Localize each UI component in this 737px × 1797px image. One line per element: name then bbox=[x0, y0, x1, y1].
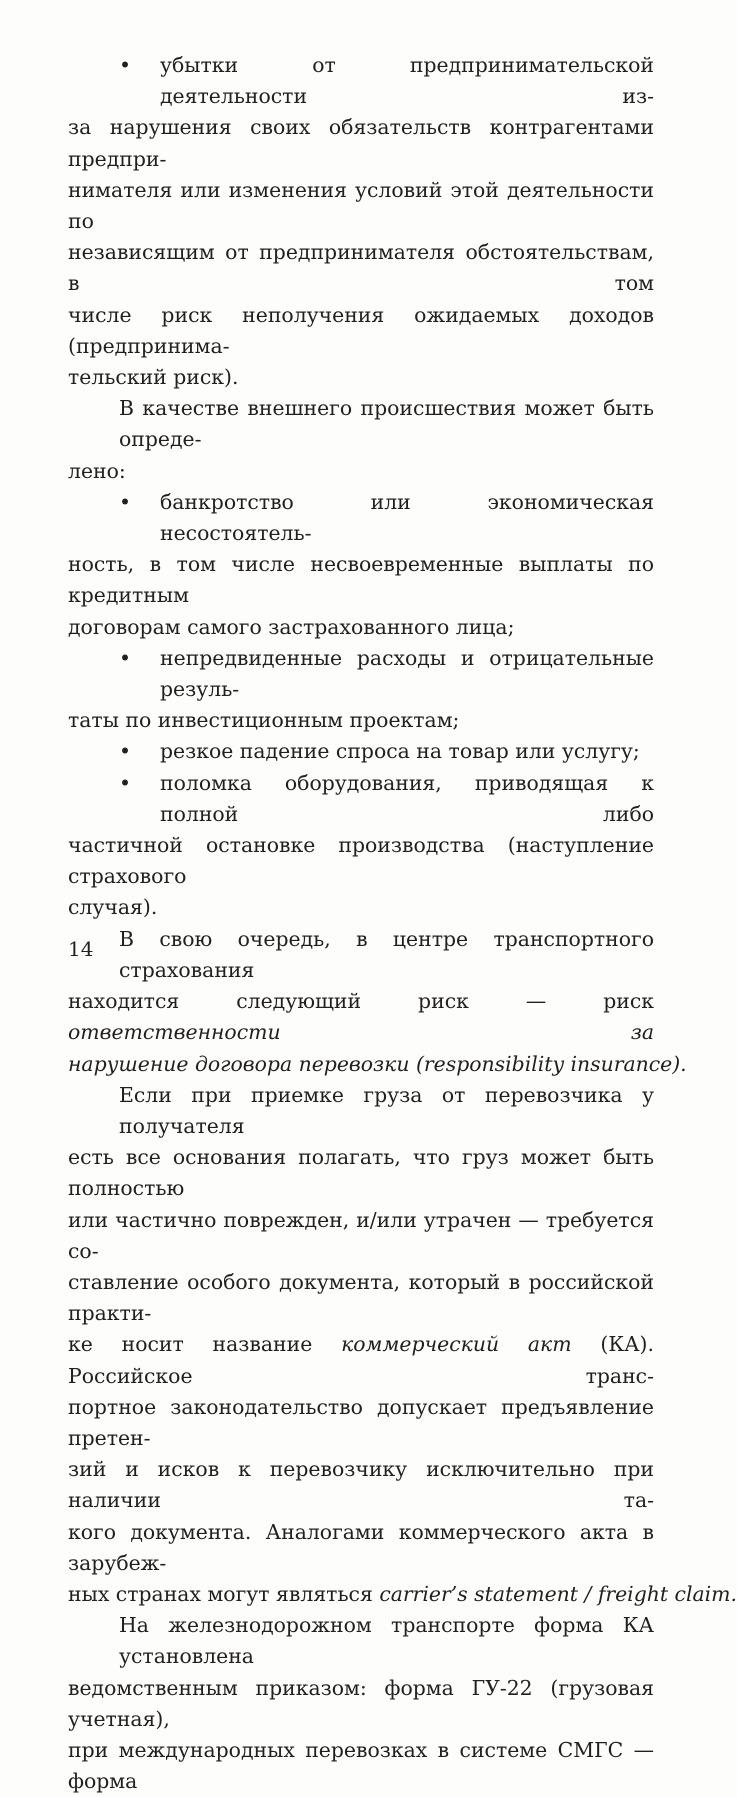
paragraph-first-line: В качестве внешнего происшествия может быть опреде- bbox=[119, 396, 654, 452]
bullet-marker: • bbox=[119, 645, 132, 670]
text-line: лено: bbox=[68, 458, 126, 483]
bullet-item-2-line-1: • банкротство или экономическая несостоятель- bbox=[68, 487, 654, 549]
text-line: ведомственным приказом: форма ГУ-22 (грузовая учетная), bbox=[68, 1675, 654, 1731]
text-line: за нарушения своих обязательств контрагентами предпри- bbox=[68, 115, 654, 171]
bullet-marker: • bbox=[119, 770, 132, 795]
text-line: ных странах могут являться carrier’s statement / freight claim. bbox=[68, 1581, 737, 1606]
text-line: тельский риск). bbox=[68, 365, 239, 390]
page-body bbox=[68, 50, 737, 1797]
text-line: портное законодательство допускает предъявление претен- bbox=[68, 1394, 654, 1450]
bullet-item-3-line-1: • непредвиденные расходы и отрицательные резуль- bbox=[68, 643, 654, 705]
text-line: случая). bbox=[68, 895, 158, 920]
bullet-item-4-line-1: • резкое падение спроса на товар или услугу; bbox=[68, 736, 654, 767]
bullet-marker: • bbox=[119, 739, 132, 764]
text-line: кого документа. Аналогами коммерческого акта в зарубеж- bbox=[68, 1519, 654, 1575]
italic-term: ответственности за bbox=[68, 1020, 654, 1045]
bullet-item-1-line-1: • убытки от предпринимательской деятельности из- bbox=[68, 50, 654, 112]
italic-term: нарушение договора перевозки (responsibility insurance). bbox=[68, 1051, 687, 1076]
text-line: ность, в том числе несвоевременные выплаты по кредитным bbox=[68, 552, 654, 608]
text-line: таты по инвестиционным проектам; bbox=[68, 708, 460, 733]
bullet-item-5-line-1: • поломка оборудования, приводящая к полной либо bbox=[68, 768, 654, 830]
text-line: при международных перевозках в системе СМГС — форма bbox=[68, 1737, 654, 1794]
bullet-marker: • bbox=[119, 53, 132, 77]
text-line: находится следующий риск — риск ответственности за bbox=[68, 989, 654, 1045]
text-line: ставление особого документа, который в российской практи- bbox=[68, 1269, 654, 1326]
text-line bbox=[68, 1049, 687, 1080]
bullet-marker: • bbox=[119, 489, 132, 514]
text-line: зий и исков к перевозчику исключительно при наличии та- bbox=[68, 1457, 654, 1513]
text-line: нимателя или изменения условий этой деятельности по bbox=[68, 177, 654, 234]
italic-term: carrier’s statement / freight claim. bbox=[379, 1581, 737, 1606]
text-line: числе риск неполучения ожидаемых доходов (предпринима- bbox=[68, 302, 654, 358]
paragraph-first-line: В свою очередь, в центре транспортного страхования bbox=[119, 926, 654, 982]
text-line: есть все основания полагать, что груз может быть полностью bbox=[68, 1145, 654, 1201]
page-number: 14 bbox=[68, 937, 94, 961]
italic-term: коммерческий акт bbox=[341, 1332, 572, 1357]
paragraph-first-line: Если при приемке груза от перевозчика у получателя bbox=[119, 1082, 654, 1138]
text-line: ке носит название коммерческий акт (КА). Российское транс- bbox=[68, 1332, 654, 1388]
text-line: договорам самого застрахованного лица; bbox=[68, 614, 515, 639]
text-line: частичной остановке производства (наступление страхового bbox=[68, 833, 654, 889]
text-line: или частично поврежден, и/или утрачен — требуется со- bbox=[68, 1207, 654, 1263]
paragraph-first-line: На железнодорожном транспорте форма КА установлена bbox=[119, 1613, 654, 1669]
text-line: независящим от предпринимателя обстоятельствам, в том bbox=[68, 240, 654, 296]
